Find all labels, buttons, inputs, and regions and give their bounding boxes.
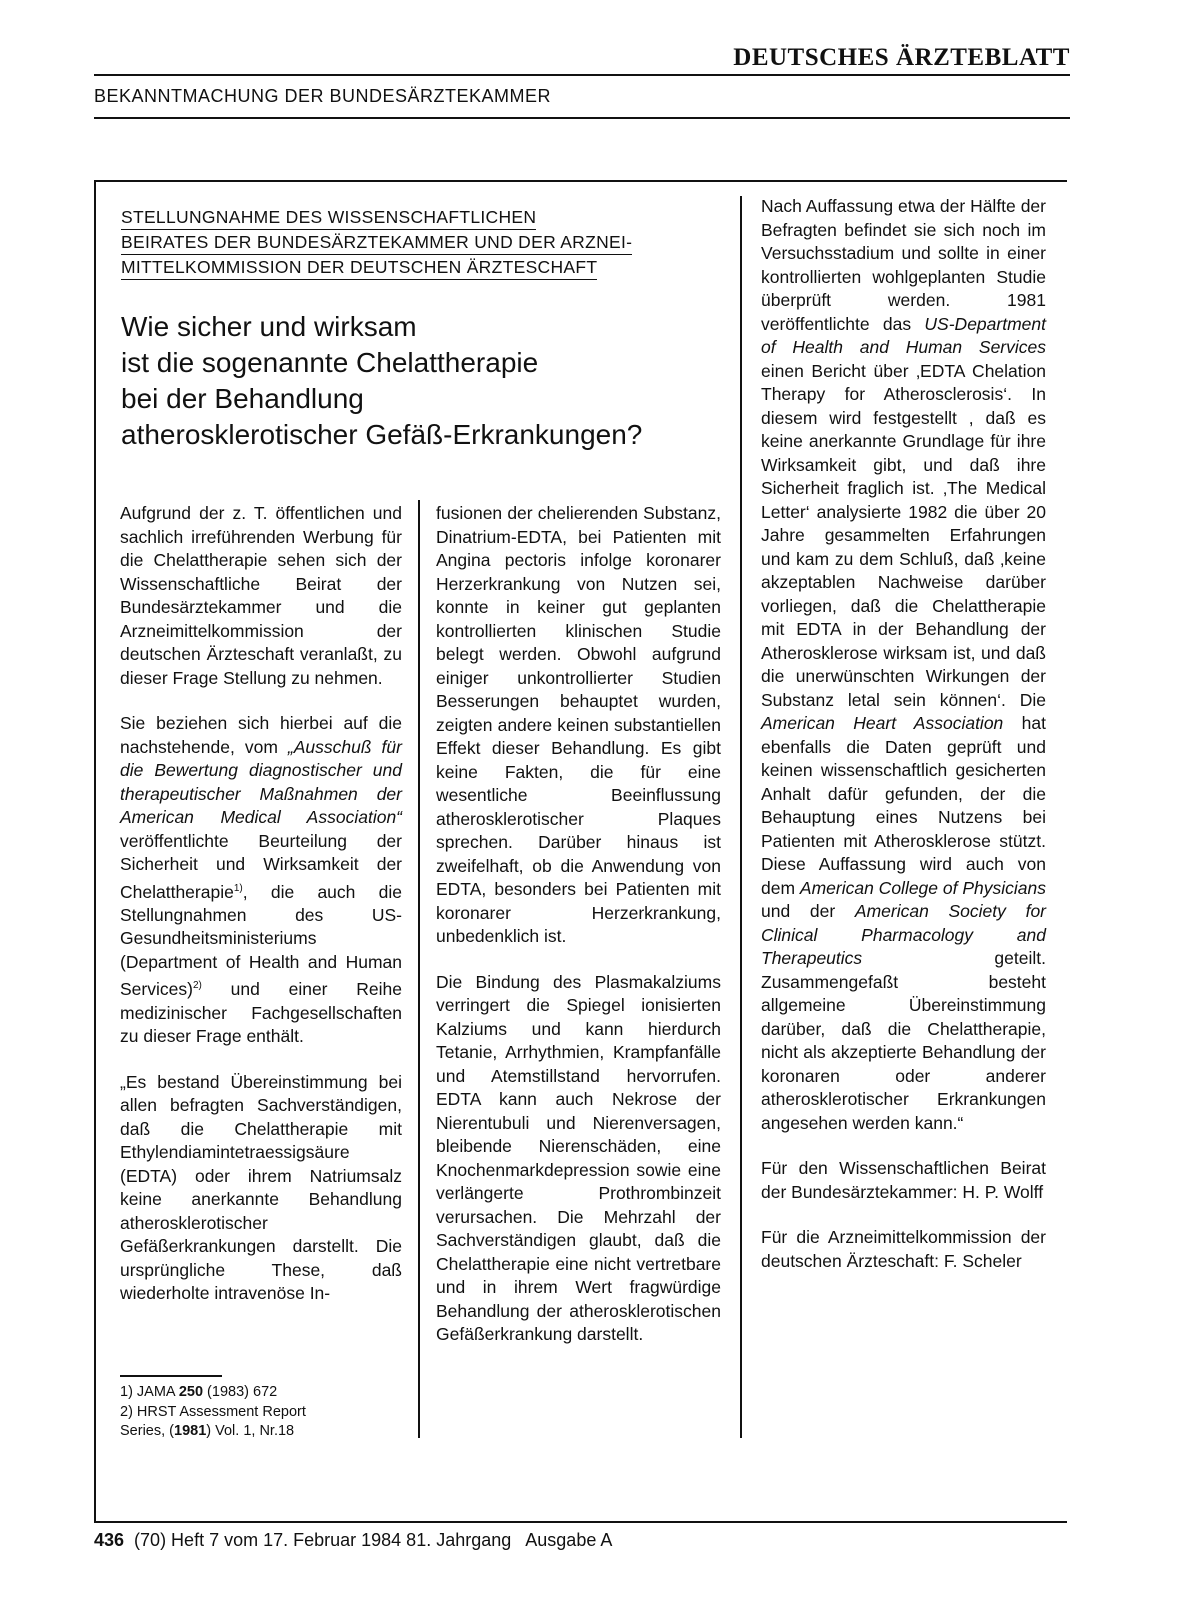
kicker-line: BEIRATES DER BUNDESÄRZTEKAMMER UND DER ARZNEI-	[121, 230, 632, 255]
footnote-rule	[120, 1375, 222, 1377]
kicker-line: STELLUNGNAHME DES WISSENSCHAFTLICHEN	[121, 205, 536, 230]
paragraph: Nach Auffassung etwa der Hälfte der Befragten befindet sie sich noch im Versuchsstadium und sollte in einer kontrollierten wohlgeplanten Studie überprüft werden. 1981 veröffentlichte das US-Department of Health and Human Services einen Bericht über ‚EDTA Chelation Therapy for Atherosclerosis‘. In diesem wird festgestellt , daß es keine anerkannte Grundlage für ihre Wirksamkeit gibt, und daß ihre Sicherheit fraglich ist. ‚The Medical Letter‘ analysierte 1982 die über 20 Jahre gesammelten Erfahrungen und kam zu dem Schluß, daß ‚keine akzeptablen Nachweise darüber vorliegen, daß die Chelattherapie mit EDTA in der Behandlung der Atherosklerose wirksam ist, und daß die unerwünschten Wirkungen der Substanz letal sein können‘. Die American Heart Association hat ebenfalls die Daten geprüft und keinen wissenschaftlich gesicherten Anhalt dafür gefunden, der die Behauptung eines Nutzens bei Patienten mit Atherosklerose stützt. Diese Auffassung wird auch von dem American College of Physicians und der American Society for Clinical Pharmacology and Therapeutics geteilt. Zusammengefaßt besteht allgemeine Übereinstimmung darüber, daß die Chelattherapie, nicht als akzeptierte Behandlung der koronaren oder anderer atherosklerotischer Erkrankungen angesehen werden kann.“	[761, 196, 1047, 1133]
column-1	[120, 502, 402, 1306]
headline	[121, 309, 741, 453]
issue-info: (70) Heft 7 vom 17. Februar 1984 81. Jahrgang Ausgabe A	[124, 1530, 613, 1550]
page-number: 436	[94, 1530, 125, 1550]
paragraph: „Es bestand Übereinstimmung bei allen befragten Sachverständigen, daß die Chelattherapie mit Ethylendiamintetraessigsäure (EDTA) oder ihrem Natriumsalz keine anerkannte Behandlung atherosklerotischer Gefäßerkrankungen darstellt. Die ursprüngliche These, daß wiederholte intravenöse In-	[120, 1071, 402, 1304]
headline-line: atherosklerotischer Gefäß-Erkrankungen?	[121, 419, 643, 450]
signature-2: Für die Arzneimittelkommission der deutschen Ärzteschaft: F. Scheler	[761, 1227, 1046, 1271]
paragraph: Aufgrund der z. T. öffentlichen und sachlich irreführenden Werbung für die Chelattherapie sehen sich der Wissenschaftliche Beirat der Bundesärztekammer und die Arzneimittelkommission der deutschen Ärzteschaft veranlaßt, zu dieser Frage Stellung zu nehmen.	[120, 503, 402, 688]
signature-1: Für den Wissenschaftlichen Beirat der Bundesärztekammer: H. P. Wolff	[761, 1158, 1046, 1202]
footnote-1: 1) JAMA 250 (1983) 672	[120, 1384, 278, 1400]
column-2	[436, 502, 721, 1347]
section-rule	[94, 117, 1070, 119]
kicker	[121, 205, 721, 280]
footnotes	[120, 1383, 410, 1442]
paragraph: Die Bindung des Plasmakalziums verringert die Spiegel ionisierten Kalziums und kann hierdurch Tetanie, Arrhythmien, Krampfanfälle und Atemstillstand hervorrufen. EDTA kann auch Nekrose der Nierentubuli und Nierenversagen, bleibende Nierenschäden, eine Knochenmarkdepression sowie eine verlängerte Prothrombinzeit verursachen. Die Mehrzahl der Sachverständigen glaubt, daß die Chelattherapie eine nicht vertretbare und in ihrem Wert fragwürdige Behandlung der atherosklerotischen Gefäßerkrankung darstellt.	[436, 971, 721, 1344]
page-footer	[94, 1530, 612, 1551]
section-title: BEKANNTMACHUNG DER BUNDESÄRZTEKAMMER	[94, 86, 552, 106]
footnote-2: 2) HRST Assessment Report	[120, 1403, 306, 1420]
headline-line: Wie sicher und wirksam	[121, 311, 417, 342]
headline-line: ist die sogenannte Chelattherapie	[121, 347, 539, 378]
masthead-rule	[94, 74, 1070, 76]
paragraph: fusionen der chelierenden Substanz, Dinatrium-EDTA, bei Patienten mit Angina pectoris infolge koronarer Herzerkrankung von Nutzen sei, konnte in keiner gut geplanten kontrollierten klinischen Studie belegt werden. Obwohl aufgrund einiger unkontrollierter Studien Besserungen behauptet wurden, zeigten andere keinen substantiellen Effekt dieser Behandlung. Es gibt keine Fakten, die für eine wesentliche Beeinflussung atherosklerotischer Plaques sprechen. Darüber hinaus ist zweifelhaft, ob die Anwendung von EDTA, besonders bei Patienten mit koronarer Herzerkrankung, unbedenklich ist.	[436, 503, 721, 946]
paragraph: Sie beziehen sich hierbei auf die nachstehende, vom „Ausschuß für die Bewertung diagnostischer und therapeutischer Maßnahmen der American Medical Association“ veröffentlichte Beurteilung der Sicherheit und Wirksamkeit der Chelattherapie$^{1)}$, die auch die Stellungnahmen des US-Gesundheitsministeriums (Department of Health and Human Services)$^{2)}$ und einer Reihe medizinischer Fachgesellschaften zu dieser Frage enthält.	[120, 713, 402, 1047]
kicker-line: MITTELKOMMISSION DER DEUTSCHEN ÄRZTESCHAFT	[121, 255, 597, 280]
column-divider-middle	[418, 500, 420, 1438]
column-3	[761, 195, 1046, 1273]
headline-line: bei der Behandlung	[121, 383, 364, 414]
masthead: DEUTSCHES ÄRZTEBLATT	[733, 44, 1070, 71]
footnote-2-cont: Series, (1981) Vol. 1, Nr.18	[120, 1423, 295, 1439]
